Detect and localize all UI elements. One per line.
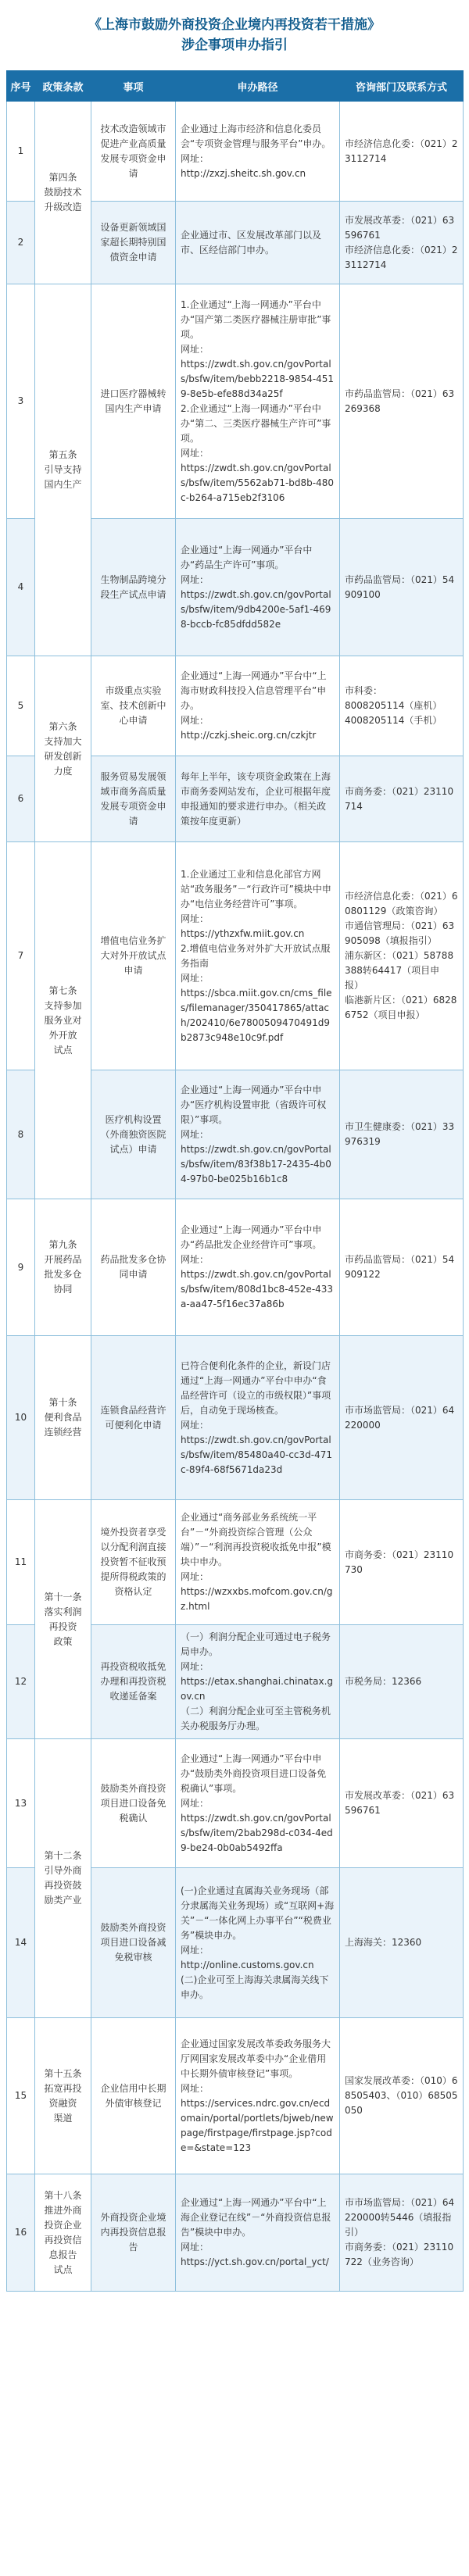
row-item: 企业信用中长期外债审核登记 xyxy=(91,2018,176,2174)
row-path: 企业通过“商务部业务系统统一平台”－“外商投资综合管理（公众端）”－“利润再投资税收抵免申报”模块中申办。 网址： https://wzxxbs.mofcom.gov.cn/gz.html xyxy=(176,1500,340,1625)
policy-clause: 第六条 支持加大 研发创新 力度 xyxy=(35,656,91,842)
row-path: 已符合便利化条件的企业，新设门店通过“上海一网通办”平台中申办“食品经营许可（设立的市级权限）”事项后，自动免于现场核查。 网址： https://zwdt.sh.gov.cn/govPortals/bsfw/item/85480a40-cc3d-471c-89f4-68f5671da23d xyxy=(176,1336,340,1500)
policy-clause: 第四条 鼓励技术 升级改造 xyxy=(35,102,91,284)
row-no: 1 xyxy=(7,102,35,202)
row-contact: 国家发展改革委：（010）68505403、（010）68505050 xyxy=(340,2018,464,2174)
table-header-row xyxy=(7,71,464,102)
row-contact: 市经济信息化委：（021）23112714 xyxy=(340,102,464,202)
row-no: 2 xyxy=(7,202,35,284)
row-item: 技术改造领域市促进产业高质量发展专项资金申请 xyxy=(91,102,176,202)
policy-clause: 第十五条 拓宽再投 资融资 渠道 xyxy=(35,2018,91,2174)
row-path: 企业通过“上海一网通办”平台中申办“鼓励类外商投资项目进口设备免税确认”事项。 网址： https://zwdt.sh.gov.cn/govPortals/bsfw/item/2bab298d-c034-4ed9-be24-0b0ab5492ffa xyxy=(176,1739,340,1868)
header-no: 序号 xyxy=(7,71,35,102)
row-no: 6 xyxy=(7,756,35,842)
row-contact: 市药品监管局：（021）54909122 xyxy=(340,1199,464,1336)
header-clause: 政策条款 xyxy=(35,71,91,102)
row-item: 药品批发多仓协同申请 xyxy=(91,1199,176,1336)
table-row xyxy=(7,1739,464,1868)
row-contact: 市税务局：12366 xyxy=(340,1625,464,1739)
row-item: 再投资税收抵免办理和再投资税收递延备案 xyxy=(91,1625,176,1739)
row-contact: 市卫生健康委：（021）33976319 xyxy=(340,1070,464,1199)
row-no: 16 xyxy=(7,2174,35,2292)
row-path: 企业通过“上海一网通办”平台中办“药品生产许可”事项。 网址： https://zwdt.sh.gov.cn/govPortals/bsfw/item/9db4200e-5af1-4698-bccb-fc85dfdd582e xyxy=(176,519,340,656)
policy-clause: 第七条 支持参加 服务业对 外开放 试点 xyxy=(35,842,91,1199)
row-contact: 市市场监管局：（021）64220000转5446（填报指引） 市商务委：（021）23110722（业务咨询） xyxy=(340,2174,464,2292)
table-row xyxy=(7,842,464,1070)
row-no: 5 xyxy=(7,656,35,756)
row-path: 企业通过上海市经济和信息化委员会“专项资金管理与服务平台”申办。 网址： http://zxzj.sheitc.sh.gov.cn xyxy=(176,102,340,202)
row-contact: 市药品监管局：（021）63269368 xyxy=(340,284,464,519)
row-path: （一）利润分配企业可通过电子税务局申办。 网址： https://etax.shanghai.chinatax.gov.cn （二）利润分配企业可至主管税务机关办税服务厅办理。 xyxy=(176,1625,340,1739)
row-no: 12 xyxy=(7,1625,35,1739)
row-contact: 市市场监管局：（021）64220000 xyxy=(340,1336,464,1500)
row-item: 鼓励类外商投资项目进口设备免税确认 xyxy=(91,1739,176,1868)
table-row xyxy=(7,656,464,756)
row-item: 进口医疗器械转国内生产申请 xyxy=(91,284,176,519)
policy-clause: 第九条 开展药品 批发多仓 协同 xyxy=(35,1199,91,1336)
header-item: 事项 xyxy=(91,71,176,102)
row-item: 外商投资企业境内再投资信息报告 xyxy=(91,2174,176,2292)
row-item: 增值电信业务扩大对外开放试点申请 xyxy=(91,842,176,1070)
row-no: 7 xyxy=(7,842,35,1070)
policy-clause: 第五条 引导支持 国内生产 xyxy=(35,284,91,656)
row-no: 9 xyxy=(7,1199,35,1336)
row-path: 企业通过“上海一网通办”平台中申办“药品批发企业经营许可”事项。 网址： https://zwdt.sh.gov.cn/govPortals/bsfw/item/808d1bc8-452e-433a-aa47-5f16ec37a86b xyxy=(176,1199,340,1336)
row-item: 鼓励类外商投资项目进口设备减免税审核 xyxy=(91,1868,176,2018)
policy-clause: 第十一条 落实利润 再投资 政策 xyxy=(35,1500,91,1739)
document-title xyxy=(6,0,463,70)
title-line-1: 《上海市鼓励外商投资企业境内再投资若干措施》 xyxy=(88,17,381,33)
row-contact: 市科委： 8008205114（座机） 4008205114（手机） xyxy=(340,656,464,756)
row-path: 1.企业通过“上海一网通办”平台中办“国产第二类医疗器械注册审批”事项。 网址： https://zwdt.sh.gov.cn/govPortals/bsfw/item/bebb2218-9854-4519-8e5b-efe88d34a25f 2.企业通过“上海一网通办”平台中办“第二、三类医疗器械生产许可”事项。 网址： https://zwdt.sh.gov.cn/govPortals/bsfw/item/5562ab71-bd8b-480c-b264-a715eb2f3106 xyxy=(176,284,340,519)
policy-clause: 第十条 便利食品 连锁经营 xyxy=(35,1336,91,1500)
row-path: 企业通过市、区发展改革部门以及市、区经信部门申办。 xyxy=(176,202,340,284)
row-no: 10 xyxy=(7,1336,35,1500)
table-row xyxy=(7,284,464,519)
row-contact: 市发展改革委：（021）63596761 市经济信息化委：（021）23112714 xyxy=(340,202,464,284)
row-item: 医疗机构设置（外商独资医院试点）申请 xyxy=(91,1070,176,1199)
row-contact: 市经济信息化委：（021）60801129（政策咨询） 市通信管理局：（021）63905098（填报指引） 浦东新区：（021）58788388转64417（项目申报） 临港新片区：（021）68286752（项目申报） xyxy=(340,842,464,1070)
header-contact: 咨询部门及联系方式 xyxy=(340,71,464,102)
row-item: 服务贸易发展领域市商务高质量发展专项资金申请 xyxy=(91,756,176,842)
row-item: 境外投资者享受以分配利润直接投资暂不征收预提所得税政策的资格认定 xyxy=(91,1500,176,1625)
row-contact: 市商务委：（021）23110730 xyxy=(340,1500,464,1625)
row-path: (一)企业通过直属海关业务现场（部分隶属海关业务现场）或“互联网+海关”－“一体化网上办事平台”“税费业务”模块申办。 网址： http://online.customs.gov.cn (二)企业可至上海海关隶属海关线下申办。 xyxy=(176,1868,340,2018)
row-contact: 市药品监管局：（021）54909100 xyxy=(340,519,464,656)
row-no: 14 xyxy=(7,1868,35,2018)
table-row xyxy=(7,102,464,202)
row-path: 每年上半年，该专项资金政策在上海市商务委网站发布，企业可根据年度申报通知的要求进行申办。（相关政策按年度更新） xyxy=(176,756,340,842)
row-item: 生物制品跨境分段生产试点申请 xyxy=(91,519,176,656)
row-item: 设备更新领域国家超长期特别国债资金申请 xyxy=(91,202,176,284)
guide-table xyxy=(6,70,464,2292)
table-row xyxy=(7,2018,464,2174)
row-item: 市级重点实验室、技术创新中心申请 xyxy=(91,656,176,756)
row-path: 企业通过“上海一网通办”平台中“上海市财政科技投入信息管理平台”申办。 网址： http://czkj.sheic.org.cn/czkjtr xyxy=(176,656,340,756)
row-path: 企业通过“上海一网通办”平台中申办“医疗机构设置审批（省级许可权限）”事项。 网址： https://zwdt.sh.gov.cn/govPortals/bsfw/item/83f38b17-2435-4b04-97b0-be025b16b1c8 xyxy=(176,1070,340,1199)
table-row xyxy=(7,1199,464,1336)
header-path: 申办路径 xyxy=(176,71,340,102)
row-path: 企业通过“上海一网通办”平台中“上海企业登记在线”－“外商投资信息报告”模块中申办。 网址： https://yct.sh.gov.cn/portal_yct/ xyxy=(176,2174,340,2292)
table-row xyxy=(7,2174,464,2292)
row-no: 8 xyxy=(7,1070,35,1199)
row-contact: 市发展改革委：（021）63596761 xyxy=(340,1739,464,1868)
row-no: 11 xyxy=(7,1500,35,1625)
policy-clause: 第十八条 推进外商 投资企业 再投资信 息报告 试点 xyxy=(35,2174,91,2292)
row-path: 企业通过国家发展改革委政务服务大厅网国家发展改革委中办“企业借用中长期外债审核登记”事项。 网址： https://services.ndrc.gov.cn/ecdomain/portal/portlets/bjweb/newpage/firstpage/firstpage.jsp?code=&state=123 xyxy=(176,2018,340,2174)
table-row xyxy=(7,1336,464,1500)
row-no: 13 xyxy=(7,1739,35,1868)
title-line-2: 涉企事项申办指引 xyxy=(181,38,288,53)
row-contact: 市商务委：（021）23110714 xyxy=(340,756,464,842)
row-no: 15 xyxy=(7,2018,35,2174)
row-item: 连锁食品经营许可便利化申请 xyxy=(91,1336,176,1500)
row-path: 1.企业通过工业和信息化部官方网站“政务服务”－“行政许可”模块中申办“电信业务经营许可”事项。 网址： https://ythzxfw.miit.gov.cn 2.增值电信业务对外扩大开放试点服务指南 网址： https://sbca.miit.gov.cn/cms_files/filemanager/350417865/attach/202410/6e7800509470491d9b2873c948e10c9f.pdf xyxy=(176,842,340,1070)
row-no: 4 xyxy=(7,519,35,656)
policy-clause: 第十二条 引导外商 再投资鼓 励类产业 xyxy=(35,1739,91,2018)
row-no: 3 xyxy=(7,284,35,519)
table-row xyxy=(7,1500,464,1625)
row-contact: 上海海关：12360 xyxy=(340,1868,464,2018)
